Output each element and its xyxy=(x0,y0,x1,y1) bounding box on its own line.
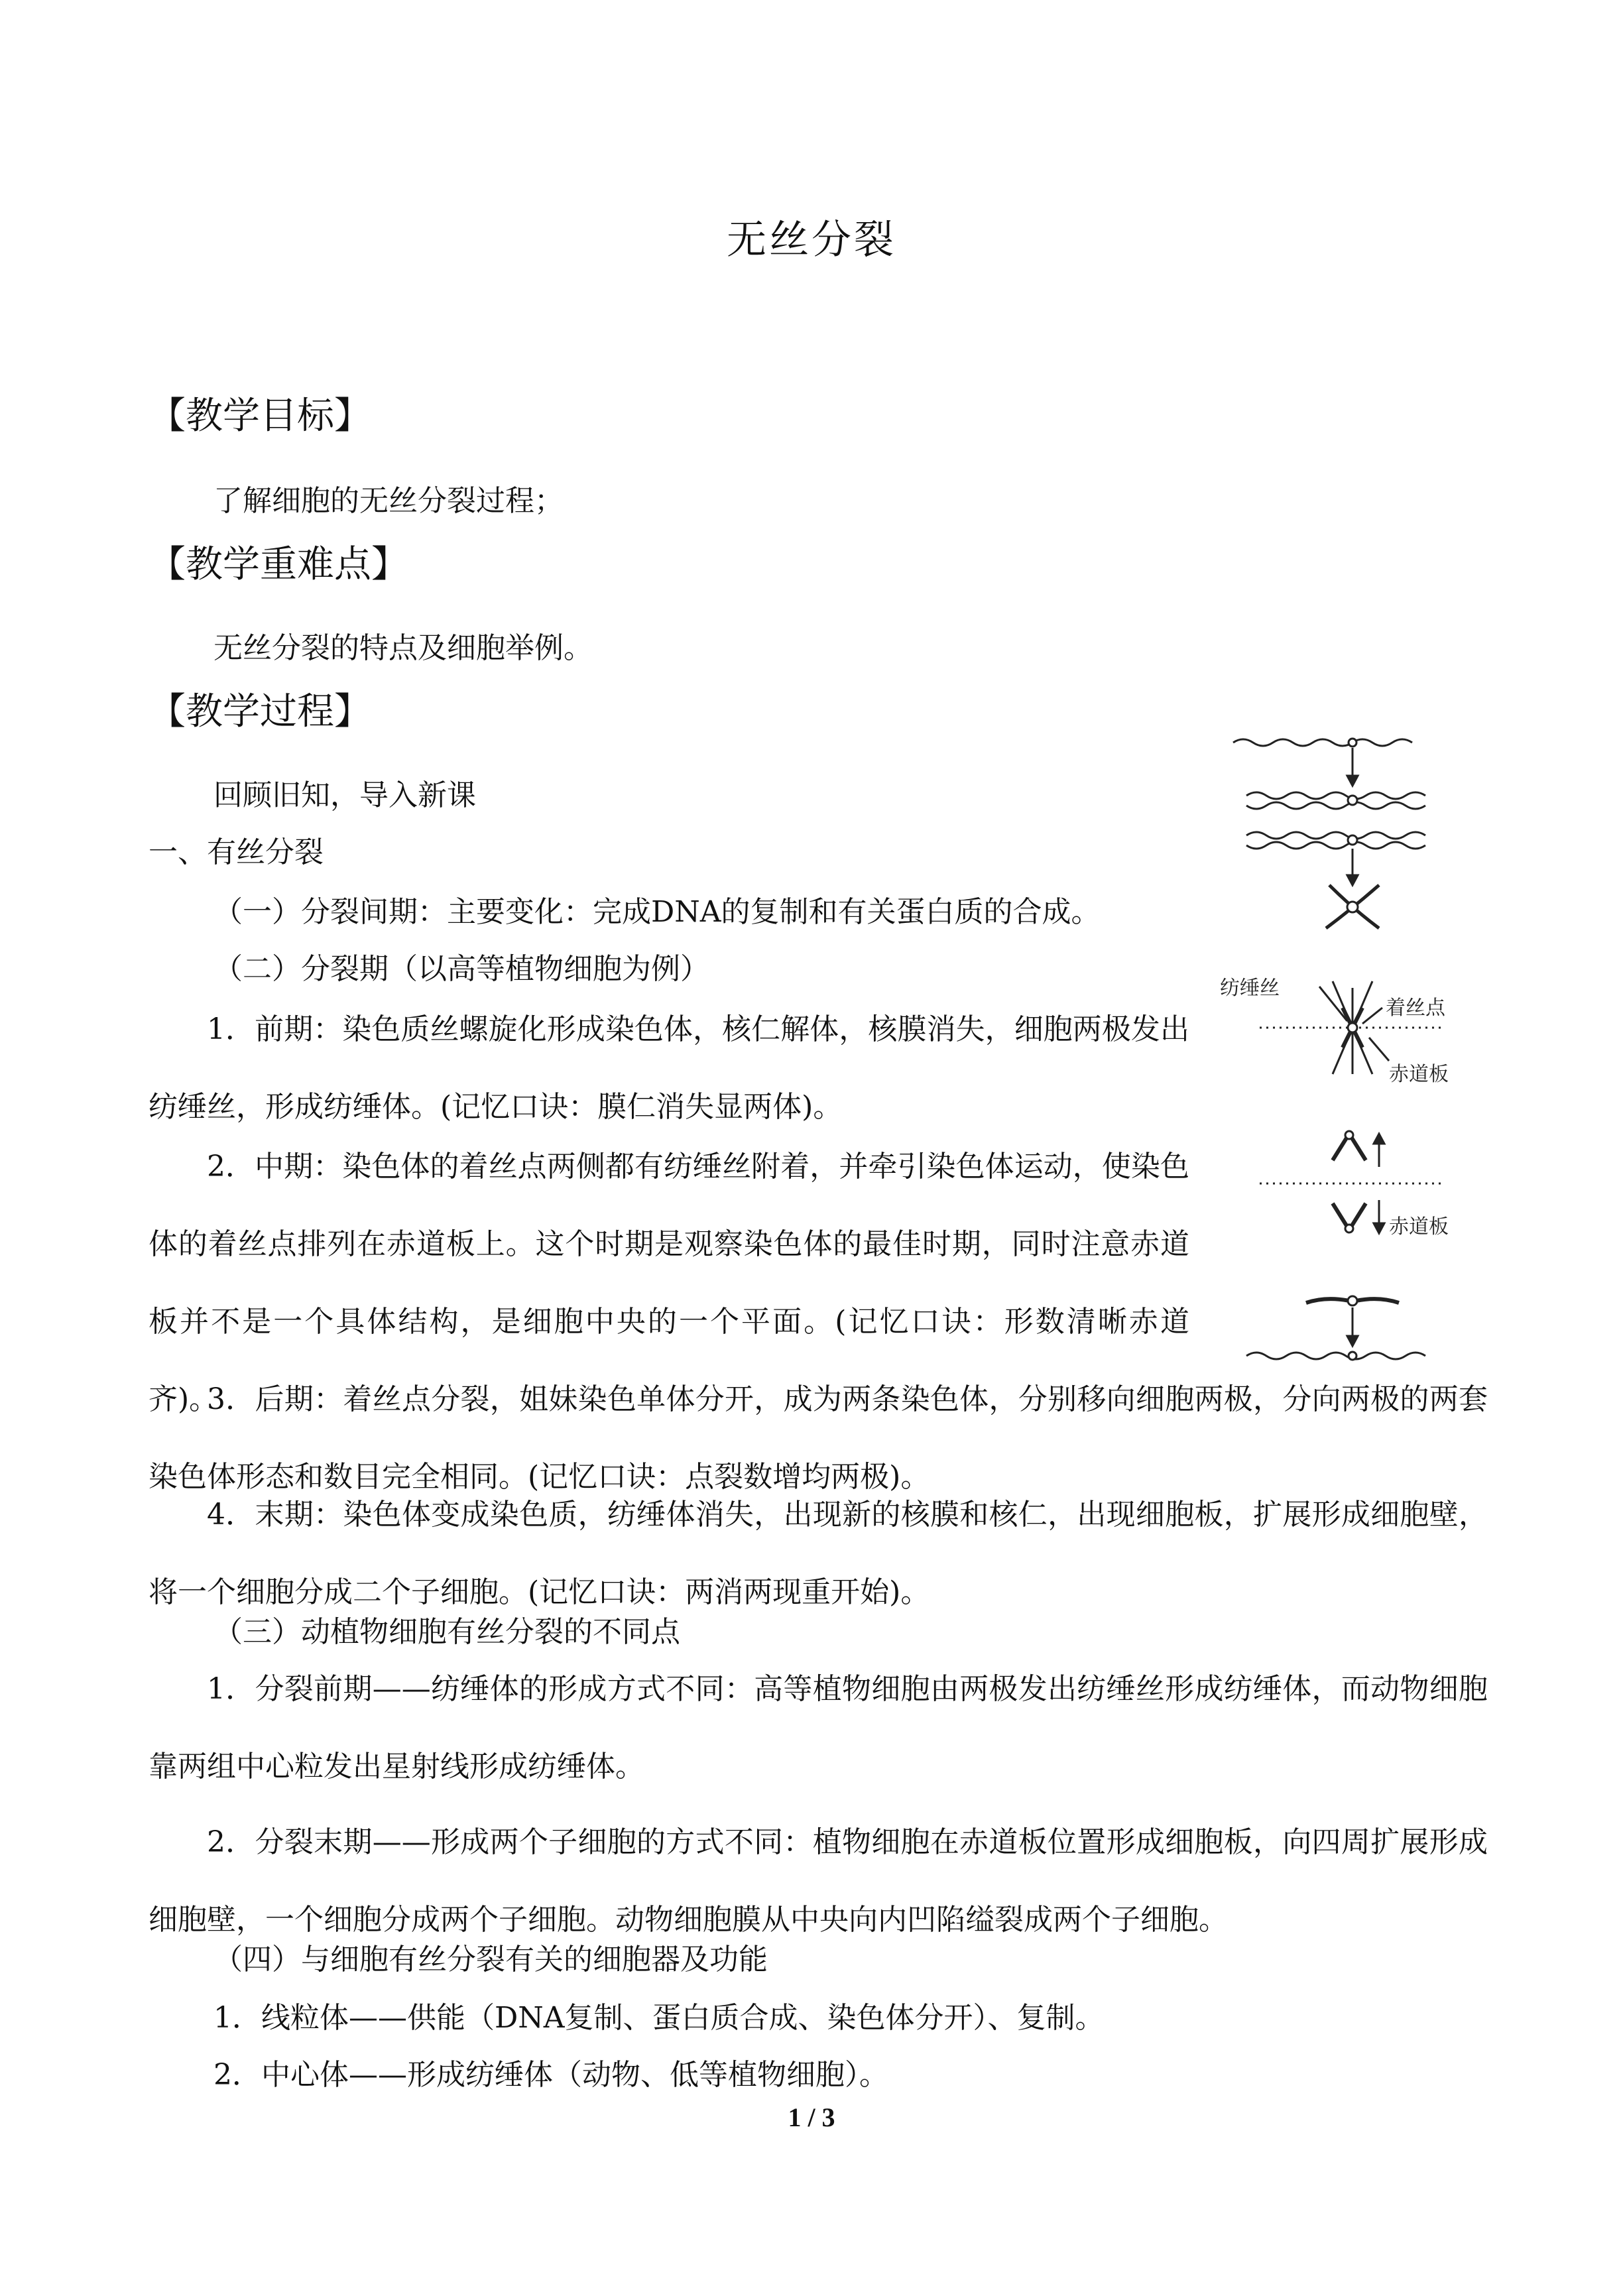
page-title: 无丝分裂 xyxy=(727,217,896,263)
process-intro: 回顾旧知，导入新课 xyxy=(213,778,476,812)
label-equatorial-plate-1: 赤道板 xyxy=(1389,1063,1449,1086)
heading-objectives: 【教学目标】 xyxy=(149,394,371,438)
label-spindle-fiber: 纺缍丝 xyxy=(1220,977,1280,1000)
page-number: 1 / 3 xyxy=(788,2102,835,2132)
difference-2-text: 2．分裂末期——形成两个子细胞的方式不同：植物细胞在赤道板位置形成细胞板，向四周扩展形成细胞壁，一个细胞分成两个子细胞。动物细胞膜从中央向内凹陷缢裂成两个子细胞。 xyxy=(149,1825,1488,1937)
anaphase-text: 3．后期：着丝点分裂，姐妹染色单体分开，成为两条染色体，分别移向细胞两极，分向两极的两套染色体形态和数目完全相同。(记忆口诀：点裂数增均两极)。 xyxy=(149,1382,1488,1494)
organelle-2-text: 2．中心体——形成纺缍体（动物、低等植物细胞）。 xyxy=(213,2058,888,2092)
heading-process: 【教学过程】 xyxy=(149,690,371,733)
interphase-text: （一）分裂间期：主要变化：完成DNA的复制和有关蛋白质的合成。 xyxy=(213,895,1101,929)
metaphase-text: 2．中期：染色体的着丝点两侧都有纺缍丝附着，并牵引染色体运动，使染色体的着丝点排列在赤道板上。这个时期是观察染色体的最佳时期，同时注意赤道板并不是一个具体结构，是细胞中央的一个平面。(记忆口诀：形数清晰赤道齐)。 xyxy=(149,1150,1189,1416)
division-phase-text: （二）分裂期（以高等植物细胞为例） xyxy=(213,952,709,986)
prophase-text: 1．前期：染色质丝螺旋化形成染色体，核仁解体，核膜消失，细胞两极发出纺缍丝，形成纺缍体。(记忆口诀：膜仁消失显两体)。 xyxy=(149,1012,1189,1124)
mitosis-stages-figure xyxy=(1220,729,1478,1392)
label-centromere: 着丝点 xyxy=(1386,997,1445,1020)
difference-1-text: 1．分裂前期——纺缍体的形成方式不同：高等植物细胞由两极发出纺缍丝形成纺缍体，而动物细胞靠两组中心粒发出星射线形成纺缍体。 xyxy=(149,1672,1488,1783)
telophase-text: 4．末期：染色体变成染色质，纺缍体消失，出现新的核膜和核仁，出现细胞板，扩展形成细胞壁，将一个细胞分成二个子细胞。(记忆口诀：两消两现重开始)。 xyxy=(149,1498,1488,1609)
key-points-text: 无丝分裂的特点及细胞举例。 xyxy=(213,631,593,665)
differences-heading: （三）动植物细胞有丝分裂的不同点 xyxy=(213,1615,680,1649)
organelles-heading: （四）与细胞有丝分裂有关的细胞器及功能 xyxy=(213,1943,768,1976)
organelle-1-text: 1．线粒体——供能（DNA复制、蛋白质合成、染色体分开）、复制。 xyxy=(213,2001,1105,2035)
section-mitosis: 一、有丝分裂 xyxy=(149,835,324,869)
objectives-text: 了解细胞的无丝分裂过程； xyxy=(213,484,564,518)
heading-key-points: 【教学重难点】 xyxy=(149,543,408,586)
label-equatorial-plate-2: 赤道板 xyxy=(1389,1215,1449,1239)
